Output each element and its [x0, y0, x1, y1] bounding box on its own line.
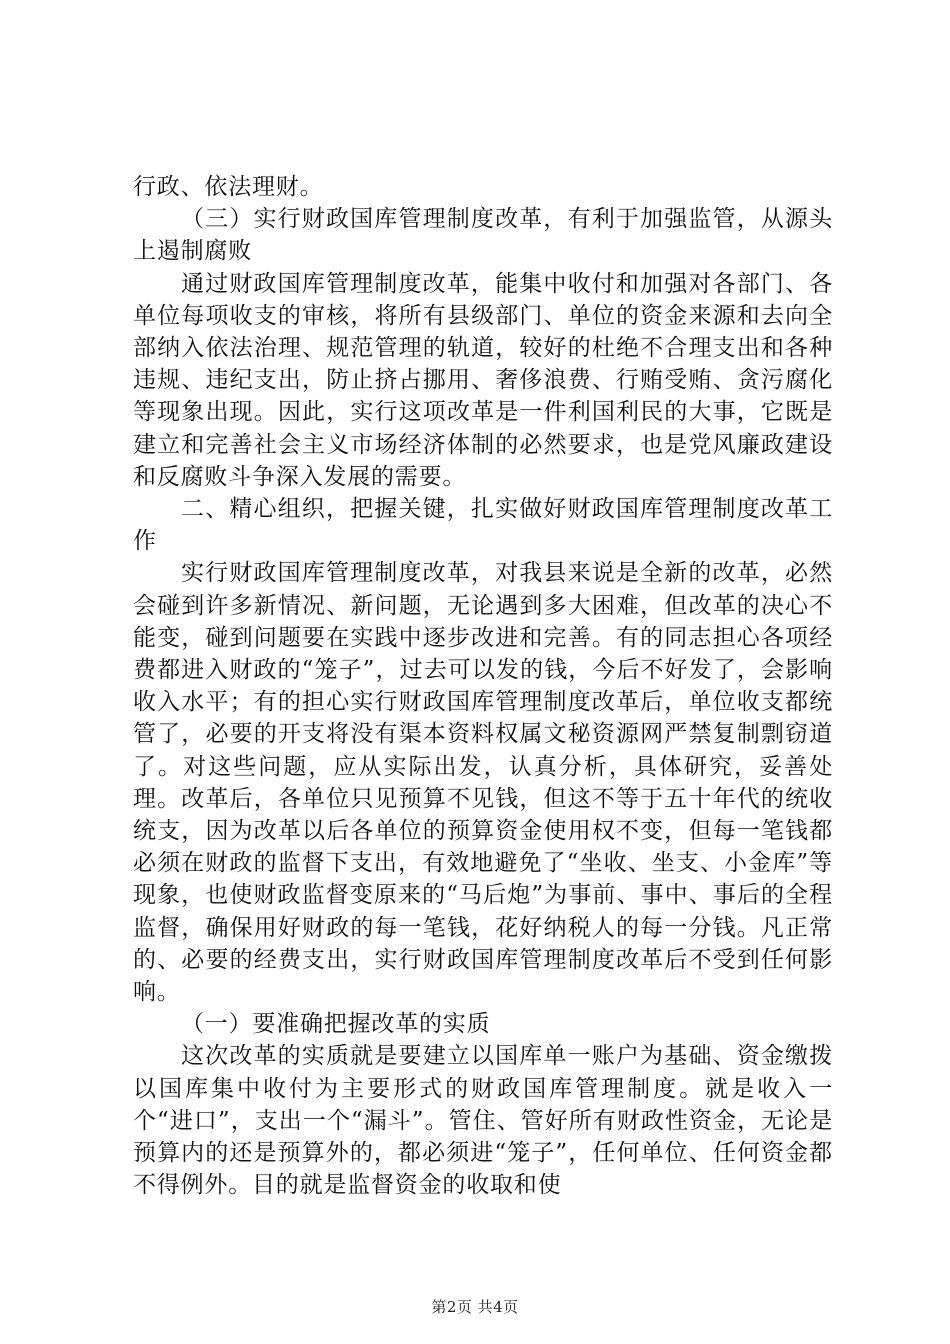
heading-part-2: 二、精心组织，把握关键，扎实做好财政国库管理制度改革工作 — [133, 496, 833, 555]
paragraph-supervision: 通过财政国库管理制度改革，能集中收付和加强对各部门、各单位每项收支的审核，将所有县级部门、单位的资金来源和去向全部纳入依法治理、规范管理的轨道，较好的杜绝不合理支出和各种违规、违纪支出，防止挤占挪用、奢侈浪费、行贿受贿、贪污腐化等现象出现。因此，实行这项改革是一件利国利民的大事，它既是建立和完善社会主义市场经济体制的必然要求，也是党风廉政建设和反腐败斗争深入发展的需要。 — [133, 270, 833, 490]
heading-section-3: （三）实行财政国库管理制度改革，有利于加强监管，从源头上遏制腐败 — [133, 206, 833, 265]
heading-subsection-1: （一）要准确把握改革的实质 — [181, 1011, 491, 1038]
paragraph-continuation: 行政、依法理财。 — [133, 174, 324, 200]
document-body — [133, 171, 833, 1202]
paragraph-reform-essence: 这次改革的实质就是要建立以国库单一账户为基础、资金缴拨以国库集中收付为主要形式的财政国库管理制度。就是收入一个“进口”，支出一个“漏斗”。管住、管好所有财政性资金，无论是预算内的还是预算外的，都必须进“笼子”，任何单位、任何资金都不得例外。目的就是监督资金的收取和使 — [133, 1043, 833, 1199]
paragraph-reform-concerns: 实行财政国库管理制度改革，对我县来说是全新的改革，必然会碰到许多新情况、新问题，无论遇到多大困难，但改革的决心不能变，碰到问题要在实践中逐步改进和完善。有的同志担心各项经费都进入财政的“笼子”，过去可以发的钱，今后不好发了，会影响收入水平；有的担心实行财政国库管理制度改革后，单位收支都统管了，必要的开支将没有渠本资料权属文秘资源网严禁复制剽窃道了。对这些问题，应从实际出发，认真分析，具体研究，妥善处理。改革后，各单位只见预算不见钱，但这不等于五十年代的统收统支，因为改革以后各单位的预算资金使用权不变，但每一笔钱都必须在财政的监督下支出，有效地避免了“坐收、坐支、小金库”等现象，也使财政监督变原来的“马后炮”为事前、事中、事后的全程监督，确保用好财政的每一笔钱，花好纳税人的每一分钱。凡正常的、必要的经费支出，实行财政国库管理制度改革后不受到任何影响。 — [133, 560, 833, 1006]
page-number-footer: 第2页 共4页 — [431, 1298, 519, 1316]
